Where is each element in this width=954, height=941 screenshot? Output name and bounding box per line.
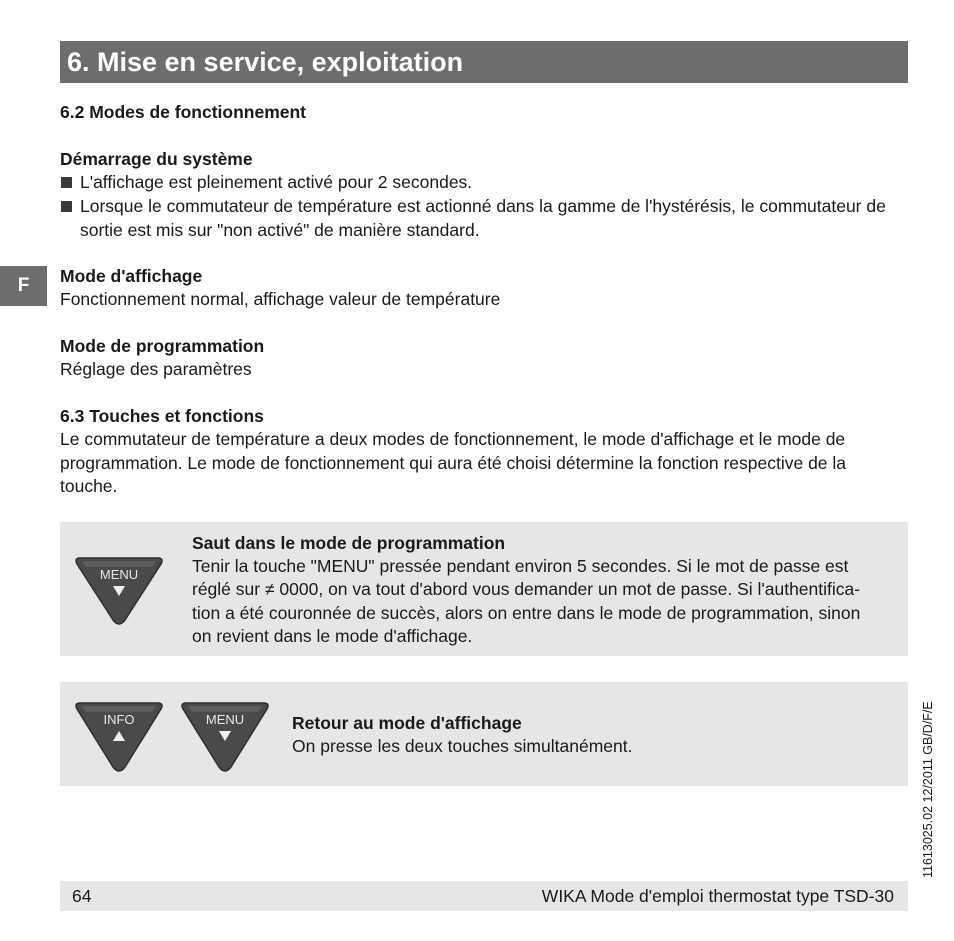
menu-key-label: MENU [205, 712, 245, 727]
panel-return-heading: Retour au mode d'affichage [292, 713, 522, 733]
menu-key-label: MENU [99, 567, 139, 582]
bullet-text: Lorsque le commutateur de température est actionné dans la gamme de l'hystérésis, le commutateur de sortie est mis sur "non activé" de manière standard. [80, 196, 886, 240]
page-number: 64 [72, 886, 92, 906]
menu-key-icon [74, 556, 164, 626]
heading-startup: Démarrage du système [60, 149, 253, 169]
bullet-item [60, 171, 908, 195]
display-mode-text: Fonctionnement normal, affichage valeur de température [60, 289, 501, 309]
section-title-bar [60, 41, 908, 83]
info-key-icon [74, 701, 164, 773]
programming-mode-text: Réglage des paramètres [60, 359, 252, 379]
section-6-3-text: Le commutateur de température a deux modes de fonctionnement, le mode d'affichage et le mode de programmation. Le mode de fonctionnement qui aura été choisi détermine la fonction respective de la touche. [60, 429, 847, 496]
footer-title: WIKA Mode d'emploi thermostat type TSD-30 [541, 886, 894, 906]
panel-program-line: tion a été couronnée de succès, alors on entre dans le mode de programmation, sinon [192, 603, 861, 623]
panel-return-display [60, 682, 908, 786]
bullet-square-icon [61, 177, 72, 188]
heading-display-mode: Mode d'affichage [60, 266, 203, 286]
panel-program-heading: Saut dans le mode de programmation [192, 533, 506, 553]
language-tab: F [0, 266, 47, 306]
panel-return-text: On presse les deux touches simultanément. [292, 736, 633, 756]
panel-program-mode [60, 522, 908, 656]
panel-program-line: réglé sur ≠ 0000, on va tout d'abord vous demander un mot de passe. Si l'authentifica- [192, 579, 861, 599]
page-title: 6. Mise en service, exploitation [67, 47, 464, 77]
heading-6-2: 6.2 Modes de fonctionnement [60, 102, 306, 122]
info-key-label: INFO [103, 712, 135, 727]
bullet-text: L'affichage est pleinement activé pour 2 secondes. [80, 172, 473, 192]
heading-programming-mode: Mode de programmation [60, 336, 265, 356]
panel-program-line: on revient dans le mode d'affichage. [192, 626, 473, 646]
panel-program-line: Tenir la touche "MENU" pressée pendant environ 5 secondes. Si le mot de passe est [192, 556, 849, 576]
menu-key-icon [180, 701, 270, 773]
bullet-square-icon [61, 201, 72, 212]
page-footer [60, 881, 908, 911]
heading-6-3: 6.3 Touches et fonctions [60, 406, 264, 426]
document-code: 11613025.02 12/2011 GB/D/F/E [921, 701, 935, 878]
bullet-item [60, 195, 908, 242]
